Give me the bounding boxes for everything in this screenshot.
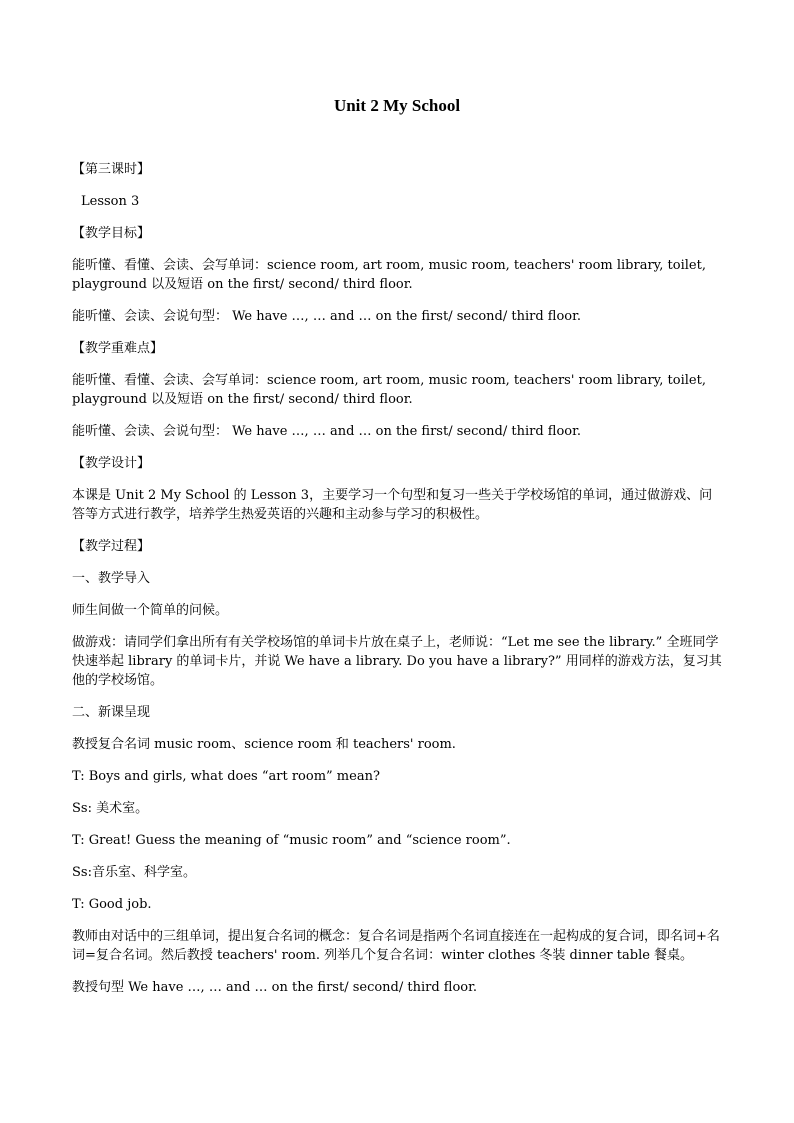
sentence-pattern-text: 教授句型 We have …, … and … on the first/ second/ third floor. <box>72 980 478 995</box>
lesson-number: Lesson 3 <box>81 194 140 209</box>
dialogue-line: Ss: 美术室。 <box>72 801 149 816</box>
process-heading: 【教学过程】 <box>72 539 151 554</box>
section-intro-heading: 一、教学导入 <box>72 571 151 586</box>
design-text: 本课是 Unit 2 My School 的 Lesson 3，主要学习一个句型和复习一些关于学校场馆的单词，通过做游戏、问答等方式进行教学，培养学生热爱英语的兴趣和主动参与学习的积极性。 <box>72 488 713 522</box>
compound-noun-explanation: 教师由对话中的三组单词，提出复合名词的概念：复合名词是指两个名词直接连在一起构成的复合词，即名词+名词=复合名词。然后教授 teachers' room. 列举几个复合名词：winter clothes 冬装 dinner table 餐桌。 <box>72 929 720 963</box>
section-new-lesson-heading: 二、新课呈现 <box>72 705 151 720</box>
greeting-text: 师生间做一个简单的问候。 <box>72 603 229 618</box>
objectives-sentence: 能听懂、会读、会说句型： We have …, … and … on the first/ second/ third floor. <box>72 309 582 324</box>
document-body <box>72 160 724 1010</box>
dialogue-line: T: Boys and girls, what does “art room” mean? <box>72 769 380 784</box>
objectives-heading: 【教学目标】 <box>72 226 151 241</box>
key-points-heading: 【教学重难点】 <box>72 341 164 356</box>
game-text: 做游戏：请同学们拿出所有有关学校场馆的单词卡片放在桌子上，老师说：“Let me see the library.” 全班同学快速举起 library 的单词卡片，并说 We have a library. Do you have a library?” 用同样的游戏方法，复习其他的学校场馆。 <box>72 635 722 688</box>
key-points-sentence: 能听懂、会读、会说句型： We have …, … and … on the first/ second/ third floor. <box>72 424 582 439</box>
document-title: Unit 2 My School <box>333 96 461 115</box>
dialogue-line: T: Good job. <box>72 897 152 912</box>
dialogue-line: T: Great! Guess the meaning of “music room” and “science room”. <box>72 833 511 848</box>
compound-nouns-text: 教授复合名词 music room、science room 和 teachers' room. <box>72 737 456 752</box>
key-points-vocabulary: 能听懂、看懂、会读、会写单词：science room, art room, music room, teachers' room library, toilet, playground 以及短语 on the first/ second/ third floor. <box>72 373 711 407</box>
dialogue-line: Ss:音乐室、科学室。 <box>72 865 196 880</box>
lesson-period-heading: 【第三课时】 <box>72 162 151 177</box>
objectives-vocabulary: 能听懂、看懂、会读、会写单词：science room, art room, music room, teachers' room library, toilet, playground 以及短语 on the first/ second/ third floor. <box>72 258 711 292</box>
design-heading: 【教学设计】 <box>72 456 151 471</box>
